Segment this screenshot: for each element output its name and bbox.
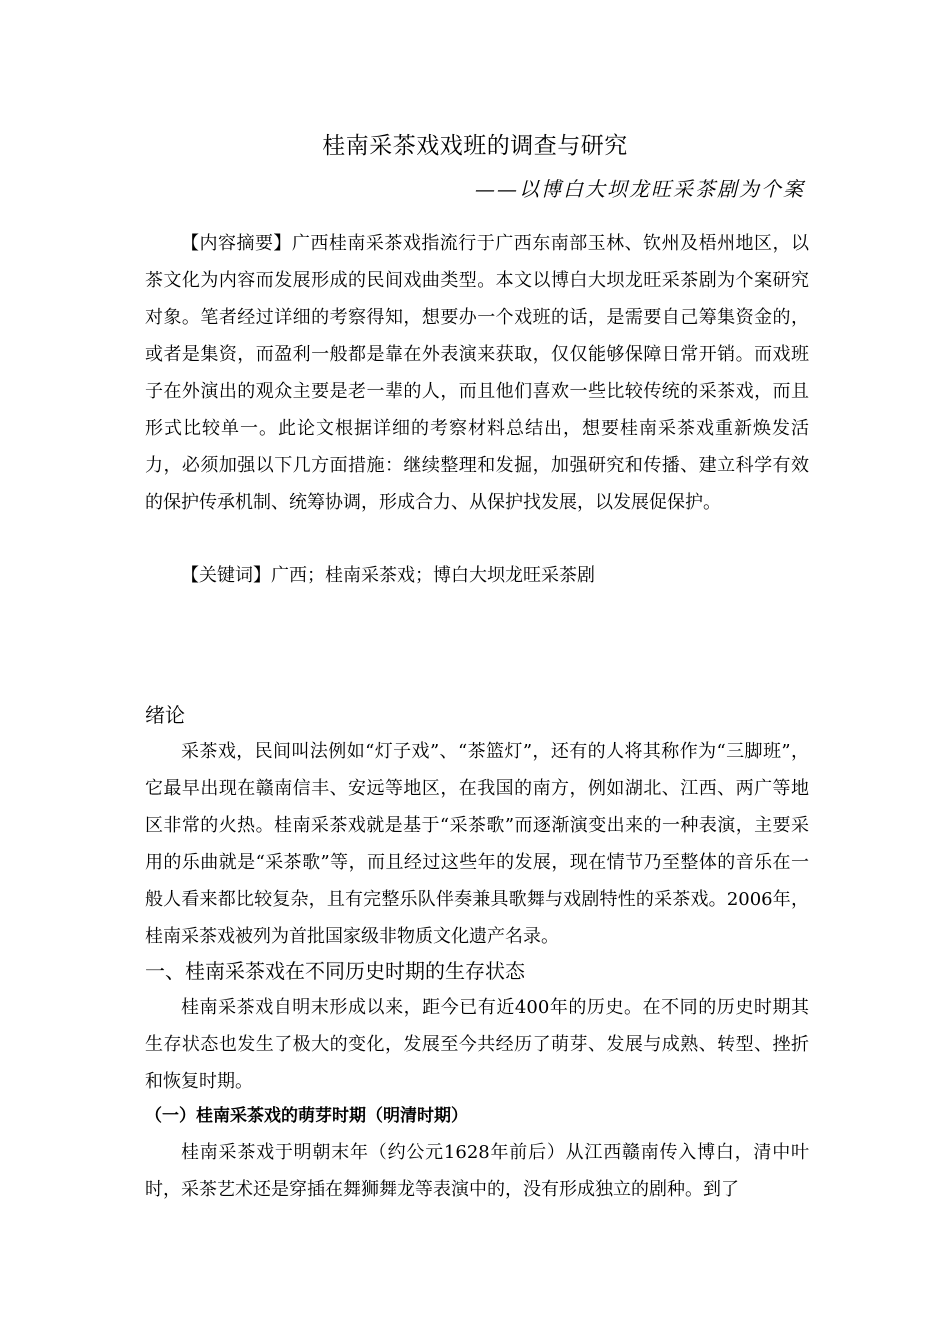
keywords-label: 【关键词】	[181, 565, 271, 586]
intro-paragraph	[145, 733, 809, 955]
abstract-text: 广西桂南采茶戏指流行于广西东南部玉林、钦州及梧州地区，以茶文化为内容而发展形成的民间戏曲类型。本文以博白大坝龙旺采茶剧为个案研究对象。笔者经过详细的考察得知，想要办一个戏班的话，是需要自己筹集资金的，或者是集资，而盈利一般都是靠在外表演来获取，仅仅能够保障日常开销。而戏班子在外演出的观众主要是老一辈的人，而且他们喜欢一些比较传统的采茶戏，而且形式比较单一。此论文根据详细的考察材料总结出，想要桂南采茶戏重新焕发活力，必须加强以下几方面措施：继续整理和发掘，加强研究和传播、建立科学有效的保护传承机制、统筹协调，形成合力、从保护找发展，以发展促保护。	[145, 233, 810, 513]
abstract-label: 【内容摘要】	[181, 233, 292, 254]
section1-paragraph	[145, 989, 809, 1100]
intro-text: 采茶戏，民间叫法例如“灯子戏”、“茶篮灯”，还有的人将其称作为“三脚班”，它最早出现在赣南信丰、安远等地区，在我国的南方，例如湖北、江西、两广等地区非常的火热。桂南采茶戏就是基于“采茶歌”而逐渐演变出来的一种表演，主要采用的乐曲就是“采茶歌”等，而且经过这些年的发展，现在情节乃至整体的音乐在一般人看来都比较复杂，且有完整乐队伴奏兼具歌舞与戏剧特性的采茶戏。2006年，桂南采茶戏被列为首批国家级非物质文化遗产名录。	[145, 741, 809, 947]
keywords-paragraph	[145, 557, 809, 594]
keywords-text: 广西；桂南采茶戏；博白大坝龙旺采茶剧	[271, 565, 595, 586]
section1-text: 桂南采茶戏自明末形成以来，距今已有近400年的历史。在不同的历史时期其生存状态也发生了极大的变化，发展至今共经历了萌芽、发展与成熟、转型、挫折和恢复时期。	[145, 997, 809, 1092]
section1a-heading: （一）桂南采茶戏的萌芽时期（明清时期）	[145, 1106, 468, 1126]
document-title: 桂南采茶戏戏班的调查与研究	[322, 133, 628, 159]
intro-heading: 绪论	[145, 703, 185, 727]
section1-heading: 一、桂南采茶戏在不同历史时期的生存状态	[145, 959, 525, 983]
section1a-text: 桂南采茶戏于明朝末年（约公元1628年前后）从江西赣南传入博白，清中叶时，采茶艺术还是穿插在舞狮舞龙等表演中的，没有形成独立的剧种。到了	[145, 1142, 809, 1200]
abstract-paragraph	[145, 225, 809, 521]
section1a-paragraph	[145, 1134, 809, 1208]
document-subtitle: ——以博白大坝龙旺采茶剧为个案	[475, 177, 805, 201]
